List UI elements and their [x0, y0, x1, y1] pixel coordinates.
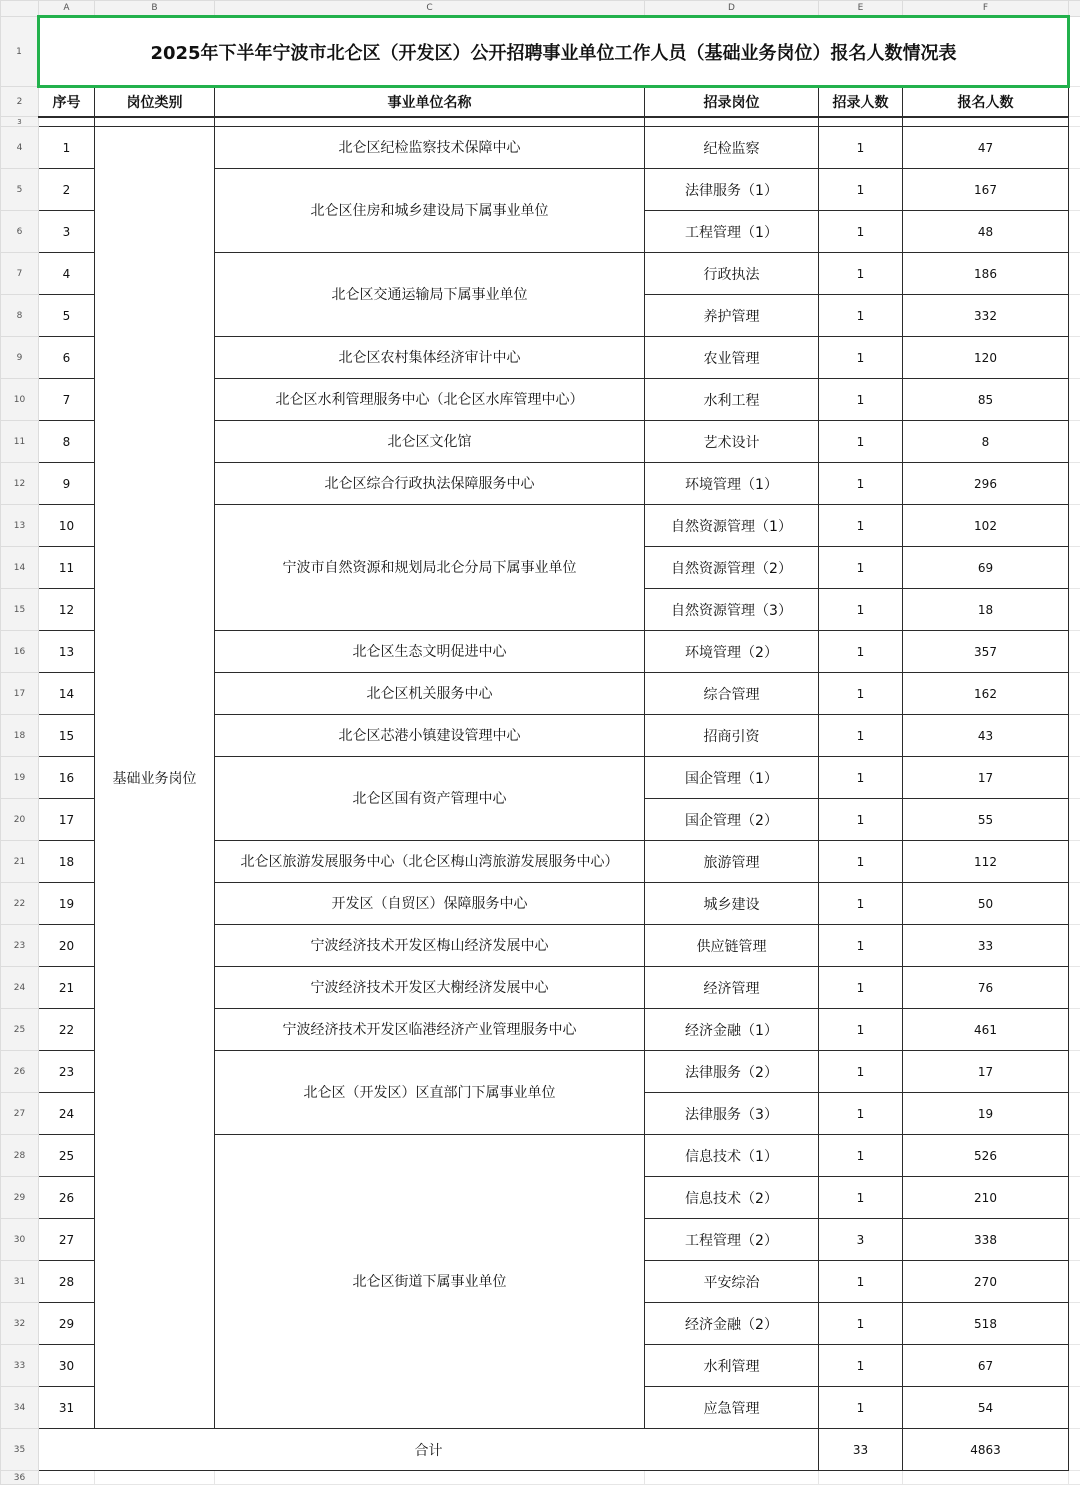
apply-count-cell[interactable]: 270: [903, 1261, 1069, 1303]
seq-cell[interactable]: 4: [39, 253, 95, 295]
row-header[interactable]: 4: [1, 127, 39, 169]
row-header[interactable]: 25: [1, 1009, 39, 1051]
seq-cell[interactable]: 1: [39, 127, 95, 169]
empty-cell[interactable]: [645, 1471, 819, 1485]
position-cell[interactable]: 供应链管理: [645, 925, 819, 967]
column-header-e[interactable]: E: [819, 1, 903, 17]
unit-name-cell[interactable]: 北仑区水利管理服务中心（北仑区水库管理中心）: [215, 379, 645, 421]
empty-cell[interactable]: [1069, 505, 1080, 547]
empty-cell[interactable]: [1069, 295, 1080, 337]
hire-count-cell[interactable]: 1: [819, 1051, 903, 1093]
position-cell[interactable]: 自然资源管理（3）: [645, 589, 819, 631]
row-header[interactable]: 27: [1, 1093, 39, 1135]
apply-count-cell[interactable]: 162: [903, 673, 1069, 715]
hire-count-cell[interactable]: 1: [819, 421, 903, 463]
header-row: [1, 87, 1080, 117]
empty-cell[interactable]: [1069, 589, 1080, 631]
empty-cell[interactable]: [1069, 463, 1080, 505]
row-header[interactable]: 34: [1, 1387, 39, 1429]
row-header[interactable]: 36: [1, 1471, 39, 1485]
unit-name-cell[interactable]: 北仑区旅游发展服务中心（北仑区梅山湾旅游发展服务中心）: [215, 841, 645, 883]
row-header[interactable]: 8: [1, 295, 39, 337]
seq-cell[interactable]: 14: [39, 673, 95, 715]
hire-count-cell[interactable]: 1: [819, 883, 903, 925]
empty-cell[interactable]: [1069, 1471, 1080, 1485]
header-category[interactable]: 岗位类别: [95, 87, 215, 117]
position-cell[interactable]: 水利管理: [645, 1345, 819, 1387]
row-header[interactable]: 18: [1, 715, 39, 757]
column-header-row: [1, 1, 1080, 17]
apply-count-cell[interactable]: 18: [903, 589, 1069, 631]
empty-cell[interactable]: [1069, 1387, 1080, 1429]
row-header[interactable]: 32: [1, 1303, 39, 1345]
hire-count-cell[interactable]: 3: [819, 1219, 903, 1261]
header-apply-count[interactable]: 报名人数: [903, 87, 1069, 117]
seq-cell[interactable]: 8: [39, 421, 95, 463]
seq-cell[interactable]: 23: [39, 1051, 95, 1093]
unit-name-cell[interactable]: 开发区（自贸区）保障服务中心: [215, 883, 645, 925]
position-cell[interactable]: 城乡建设: [645, 883, 819, 925]
empty-cell[interactable]: [1069, 169, 1080, 211]
row-header[interactable]: 35: [1, 1429, 39, 1471]
empty-cell[interactable]: [1069, 117, 1080, 127]
row-header[interactable]: 2: [1, 87, 39, 117]
empty-cell[interactable]: [1069, 1261, 1080, 1303]
empty-cell[interactable]: [1069, 211, 1080, 253]
unit-name-cell[interactable]: 宁波经济技术开发区大榭经济发展中心: [215, 967, 645, 1009]
seq-cell[interactable]: 20: [39, 925, 95, 967]
apply-count-cell[interactable]: 17: [903, 757, 1069, 799]
position-cell[interactable]: 经济管理: [645, 967, 819, 1009]
seq-cell[interactable]: 24: [39, 1093, 95, 1135]
empty-cell[interactable]: [1069, 925, 1080, 967]
seq-cell[interactable]: 31: [39, 1387, 95, 1429]
column-header-d[interactable]: D: [645, 1, 819, 17]
apply-count-cell[interactable]: 48: [903, 211, 1069, 253]
hire-count-cell[interactable]: 1: [819, 1261, 903, 1303]
seq-cell[interactable]: 3: [39, 211, 95, 253]
apply-count-cell[interactable]: 102: [903, 505, 1069, 547]
empty-cell[interactable]: [39, 117, 95, 127]
empty-cell[interactable]: [1069, 799, 1080, 841]
apply-count-cell[interactable]: 19: [903, 1093, 1069, 1135]
row-header[interactable]: 10: [1, 379, 39, 421]
unit-name-cell[interactable]: 北仑区住房和城乡建设局下属事业单位: [215, 169, 645, 253]
empty-cell[interactable]: [1069, 253, 1080, 295]
hire-count-cell[interactable]: 1: [819, 127, 903, 169]
empty-cell[interactable]: [1069, 967, 1080, 1009]
position-cell[interactable]: 法律服务（2）: [645, 1051, 819, 1093]
position-cell[interactable]: 水利工程: [645, 379, 819, 421]
total-label[interactable]: 合计: [39, 1429, 819, 1471]
unit-name-cell[interactable]: 北仑区机关服务中心: [215, 673, 645, 715]
hire-count-cell[interactable]: 1: [819, 379, 903, 421]
hire-count-cell[interactable]: 1: [819, 1009, 903, 1051]
apply-count-cell[interactable]: 112: [903, 841, 1069, 883]
seq-cell[interactable]: 19: [39, 883, 95, 925]
hire-count-cell[interactable]: 1: [819, 1135, 903, 1177]
unit-name-cell[interactable]: 北仑区文化馆: [215, 421, 645, 463]
apply-count-cell[interactable]: 17: [903, 1051, 1069, 1093]
hire-count-cell[interactable]: 1: [819, 631, 903, 673]
hire-count-cell[interactable]: 1: [819, 673, 903, 715]
unit-name-cell[interactable]: 宁波经济技术开发区临港经济产业管理服务中心: [215, 1009, 645, 1051]
sheet-title[interactable]: 2025年下半年宁波市北仑区（开发区）公开招聘事业单位工作人员（基础业务岗位）报名人数情况表: [39, 17, 1069, 87]
empty-cell[interactable]: [1069, 1303, 1080, 1345]
unit-name-cell[interactable]: 北仑区交通运输局下属事业单位: [215, 253, 645, 337]
apply-count-cell[interactable]: 120: [903, 337, 1069, 379]
position-cell[interactable]: 旅游管理: [645, 841, 819, 883]
apply-count-cell[interactable]: 461: [903, 1009, 1069, 1051]
position-cell[interactable]: 法律服务（1）: [645, 169, 819, 211]
seq-cell[interactable]: 27: [39, 1219, 95, 1261]
total-hire-count[interactable]: 33: [819, 1429, 903, 1471]
hire-count-cell[interactable]: 1: [819, 925, 903, 967]
apply-count-cell[interactable]: 332: [903, 295, 1069, 337]
unit-name-cell[interactable]: 北仑区（开发区）区直部门下属事业单位: [215, 1051, 645, 1135]
hire-count-cell[interactable]: 1: [819, 1387, 903, 1429]
seq-cell[interactable]: 28: [39, 1261, 95, 1303]
empty-cell[interactable]: [39, 1471, 95, 1485]
hire-count-cell[interactable]: 1: [819, 463, 903, 505]
seq-cell[interactable]: 22: [39, 1009, 95, 1051]
hire-count-cell[interactable]: 1: [819, 1303, 903, 1345]
position-cell[interactable]: 信息技术（1）: [645, 1135, 819, 1177]
hire-count-cell[interactable]: 1: [819, 547, 903, 589]
apply-count-cell[interactable]: 357: [903, 631, 1069, 673]
unit-name-cell[interactable]: 北仑区农村集体经济审计中心: [215, 337, 645, 379]
position-cell[interactable]: 工程管理（2）: [645, 1219, 819, 1261]
apply-count-cell[interactable]: 186: [903, 253, 1069, 295]
row-header[interactable]: 28: [1, 1135, 39, 1177]
unit-name-cell[interactable]: 北仑区生态文明促进中心: [215, 631, 645, 673]
position-cell[interactable]: 环境管理（1）: [645, 463, 819, 505]
row-header[interactable]: 5: [1, 169, 39, 211]
seq-cell[interactable]: 6: [39, 337, 95, 379]
position-cell[interactable]: 纪检监察: [645, 127, 819, 169]
apply-count-cell[interactable]: 296: [903, 463, 1069, 505]
row-header[interactable]: 9: [1, 337, 39, 379]
hire-count-cell[interactable]: 1: [819, 1177, 903, 1219]
apply-count-cell[interactable]: 85: [903, 379, 1069, 421]
position-cell[interactable]: 自然资源管理（2）: [645, 547, 819, 589]
position-cell[interactable]: 养护管理: [645, 295, 819, 337]
position-cell[interactable]: 环境管理（2）: [645, 631, 819, 673]
position-cell[interactable]: 应急管理: [645, 1387, 819, 1429]
empty-row: [1, 1471, 1080, 1485]
apply-count-cell[interactable]: 50: [903, 883, 1069, 925]
empty-cell[interactable]: [1069, 1219, 1080, 1261]
seq-cell[interactable]: 26: [39, 1177, 95, 1219]
empty-cell[interactable]: [1069, 17, 1080, 87]
row-header[interactable]: 23: [1, 925, 39, 967]
apply-count-cell[interactable]: 43: [903, 715, 1069, 757]
empty-cell[interactable]: [1069, 1345, 1080, 1387]
position-cell[interactable]: 自然资源管理（1）: [645, 505, 819, 547]
hire-count-cell[interactable]: 1: [819, 841, 903, 883]
apply-count-cell[interactable]: 338: [903, 1219, 1069, 1261]
seq-cell[interactable]: 13: [39, 631, 95, 673]
row-header[interactable]: 14: [1, 547, 39, 589]
row-header[interactable]: 13: [1, 505, 39, 547]
empty-cell[interactable]: [645, 117, 819, 127]
row-header[interactable]: 12: [1, 463, 39, 505]
position-cell[interactable]: 国企管理（1）: [645, 757, 819, 799]
category-cell[interactable]: 基础业务岗位: [95, 127, 215, 1429]
apply-count-cell[interactable]: 67: [903, 1345, 1069, 1387]
position-cell[interactable]: 国企管理（2）: [645, 799, 819, 841]
empty-cell[interactable]: [95, 1471, 215, 1485]
total-row: [1, 1429, 1080, 1471]
row-header[interactable]: 11: [1, 421, 39, 463]
seq-cell[interactable]: 9: [39, 463, 95, 505]
empty-cell[interactable]: [1069, 841, 1080, 883]
empty-cell[interactable]: [215, 117, 645, 127]
empty-cell[interactable]: [1069, 757, 1080, 799]
row-header[interactable]: 33: [1, 1345, 39, 1387]
empty-cell[interactable]: [1069, 1429, 1080, 1471]
seq-cell[interactable]: 17: [39, 799, 95, 841]
position-cell[interactable]: 行政执法: [645, 253, 819, 295]
row-header[interactable]: 20: [1, 799, 39, 841]
header-hire-count[interactable]: 招录人数: [819, 87, 903, 117]
row-header[interactable]: 16: [1, 631, 39, 673]
unit-name-cell[interactable]: 北仑区综合行政执法保障服务中心: [215, 463, 645, 505]
unit-name-cell[interactable]: 北仑区国有资产管理中心: [215, 757, 645, 841]
empty-cell[interactable]: [1069, 1093, 1080, 1135]
empty-cell[interactable]: [1069, 1135, 1080, 1177]
column-header-g[interactable]: [1069, 1, 1080, 17]
row-header[interactable]: 24: [1, 967, 39, 1009]
header-position[interactable]: 招录岗位: [645, 87, 819, 117]
hire-count-cell[interactable]: 1: [819, 757, 903, 799]
seq-cell[interactable]: 5: [39, 295, 95, 337]
seq-cell[interactable]: 30: [39, 1345, 95, 1387]
header-unit-name[interactable]: 事业单位名称: [215, 87, 645, 117]
seq-cell[interactable]: 25: [39, 1135, 95, 1177]
empty-cell[interactable]: [1069, 715, 1080, 757]
seq-cell[interactable]: 7: [39, 379, 95, 421]
position-cell[interactable]: 平安综治: [645, 1261, 819, 1303]
row-header[interactable]: 22: [1, 883, 39, 925]
empty-cell[interactable]: [1069, 1051, 1080, 1093]
apply-count-cell[interactable]: 526: [903, 1135, 1069, 1177]
empty-cell[interactable]: [903, 1471, 1069, 1485]
position-cell[interactable]: 综合管理: [645, 673, 819, 715]
apply-count-cell[interactable]: 54: [903, 1387, 1069, 1429]
apply-count-cell[interactable]: 55: [903, 799, 1069, 841]
hire-count-cell[interactable]: 1: [819, 211, 903, 253]
hire-count-cell[interactable]: 1: [819, 589, 903, 631]
hire-count-cell[interactable]: 1: [819, 967, 903, 1009]
position-cell[interactable]: 经济金融（2）: [645, 1303, 819, 1345]
apply-count-cell[interactable]: 69: [903, 547, 1069, 589]
apply-count-cell[interactable]: 8: [903, 421, 1069, 463]
empty-cell[interactable]: [1069, 631, 1080, 673]
column-header-a[interactable]: A: [39, 1, 95, 17]
hire-count-cell[interactable]: 1: [819, 505, 903, 547]
row-header[interactable]: 3: [1, 117, 39, 127]
apply-count-cell[interactable]: 210: [903, 1177, 1069, 1219]
seq-cell[interactable]: 29: [39, 1303, 95, 1345]
position-cell[interactable]: 信息技术（2）: [645, 1177, 819, 1219]
position-cell[interactable]: 经济金融（1）: [645, 1009, 819, 1051]
seq-cell[interactable]: 11: [39, 547, 95, 589]
empty-cell[interactable]: [1069, 337, 1080, 379]
column-header-f[interactable]: F: [903, 1, 1069, 17]
seq-cell[interactable]: 12: [39, 589, 95, 631]
empty-cell[interactable]: [819, 1471, 903, 1485]
row-header[interactable]: 6: [1, 211, 39, 253]
row-header[interactable]: 17: [1, 673, 39, 715]
unit-name-cell[interactable]: 宁波经济技术开发区梅山经济发展中心: [215, 925, 645, 967]
empty-cell[interactable]: [903, 117, 1069, 127]
apply-count-cell[interactable]: 47: [903, 127, 1069, 169]
apply-count-cell[interactable]: 167: [903, 169, 1069, 211]
apply-count-cell[interactable]: 76: [903, 967, 1069, 1009]
header-seq[interactable]: 序号: [39, 87, 95, 117]
row-header[interactable]: 15: [1, 589, 39, 631]
position-cell[interactable]: 法律服务（3）: [645, 1093, 819, 1135]
empty-cell[interactable]: [1069, 87, 1080, 117]
row-header[interactable]: 31: [1, 1261, 39, 1303]
empty-cell[interactable]: [1069, 673, 1080, 715]
row-header[interactable]: 21: [1, 841, 39, 883]
empty-cell[interactable]: [1069, 127, 1080, 169]
seq-cell[interactable]: 16: [39, 757, 95, 799]
apply-count-cell[interactable]: 33: [903, 925, 1069, 967]
position-cell[interactable]: 招商引资: [645, 715, 819, 757]
hire-count-cell[interactable]: 1: [819, 295, 903, 337]
seq-cell[interactable]: 10: [39, 505, 95, 547]
select-all-corner[interactable]: [1, 1, 39, 17]
spacer-row: [1, 117, 1080, 127]
empty-cell[interactable]: [1069, 421, 1080, 463]
empty-cell[interactable]: [1069, 883, 1080, 925]
hire-count-cell[interactable]: 1: [819, 169, 903, 211]
row-header[interactable]: 1: [1, 17, 39, 87]
hire-count-cell[interactable]: 1: [819, 799, 903, 841]
empty-cell[interactable]: [1069, 379, 1080, 421]
position-cell[interactable]: 农业管理: [645, 337, 819, 379]
column-header-b[interactable]: B: [95, 1, 215, 17]
empty-cell[interactable]: [1069, 1009, 1080, 1051]
row-header[interactable]: 29: [1, 1177, 39, 1219]
seq-cell[interactable]: 21: [39, 967, 95, 1009]
unit-name-cell[interactable]: 北仑区芯港小镇建设管理中心: [215, 715, 645, 757]
hire-count-cell[interactable]: 1: [819, 1093, 903, 1135]
seq-cell[interactable]: 2: [39, 169, 95, 211]
unit-name-cell[interactable]: 北仑区街道下属事业单位: [215, 1135, 645, 1429]
empty-cell[interactable]: [95, 117, 215, 127]
row-header[interactable]: 7: [1, 253, 39, 295]
unit-name-cell[interactable]: 北仑区纪检监察技术保障中心: [215, 127, 645, 169]
seq-cell[interactable]: 15: [39, 715, 95, 757]
column-header-c[interactable]: C: [215, 1, 645, 17]
row-header[interactable]: 19: [1, 757, 39, 799]
apply-count-cell[interactable]: 518: [903, 1303, 1069, 1345]
hire-count-cell[interactable]: 1: [819, 715, 903, 757]
empty-cell[interactable]: [819, 117, 903, 127]
empty-cell[interactable]: [215, 1471, 645, 1485]
total-apply-count[interactable]: 4863: [903, 1429, 1069, 1471]
unit-name-cell[interactable]: 宁波市自然资源和规划局北仑分局下属事业单位: [215, 505, 645, 631]
hire-count-cell[interactable]: 1: [819, 337, 903, 379]
table-row: [1, 127, 1080, 169]
hire-count-cell[interactable]: 1: [819, 1345, 903, 1387]
position-cell[interactable]: 艺术设计: [645, 421, 819, 463]
hire-count-cell[interactable]: 1: [819, 253, 903, 295]
position-cell[interactable]: 工程管理（1）: [645, 211, 819, 253]
title-row: [1, 17, 1080, 87]
row-header[interactable]: 26: [1, 1051, 39, 1093]
empty-cell[interactable]: [1069, 1177, 1080, 1219]
seq-cell[interactable]: 18: [39, 841, 95, 883]
row-header[interactable]: 30: [1, 1219, 39, 1261]
empty-cell[interactable]: [1069, 547, 1080, 589]
